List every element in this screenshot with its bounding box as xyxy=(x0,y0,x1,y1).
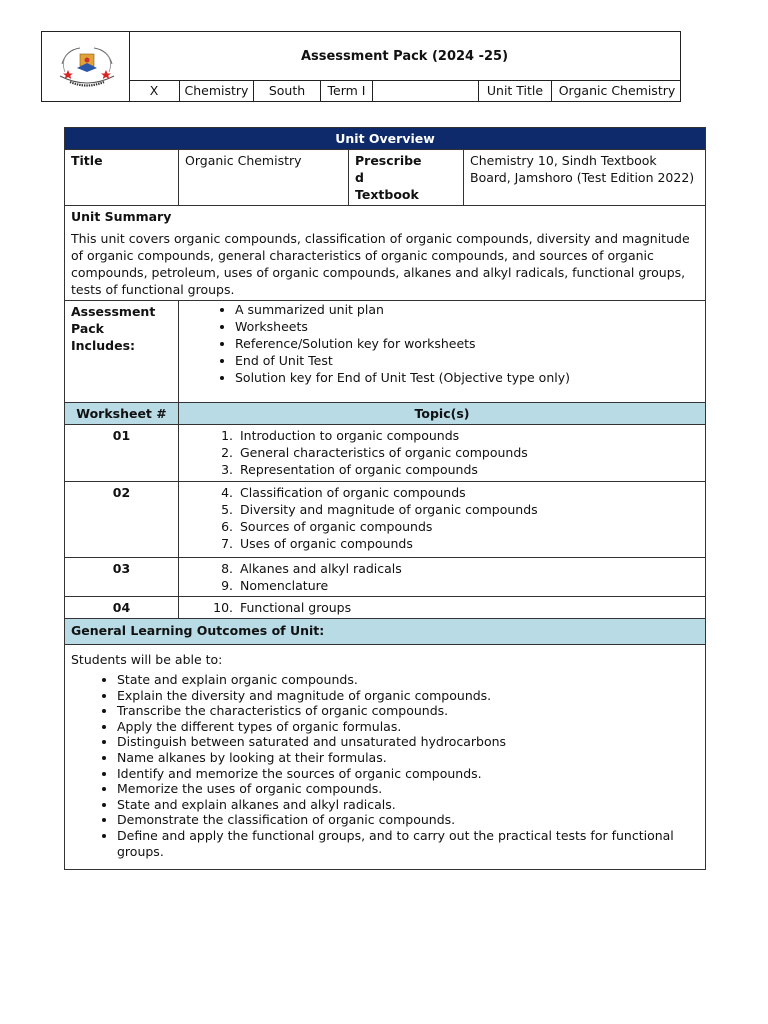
school-logo-icon xyxy=(56,42,118,92)
subject-cell: Chemistry xyxy=(179,80,253,101)
pack-includes-label-line2: Pack xyxy=(71,321,104,336)
pack-include-item: • Worksheets xyxy=(235,318,699,335)
learning-outcome-item: • State and explain alkanes and alkyl radicals. xyxy=(117,797,699,813)
learning-outcome-item: • Distinguish between saturated and unsaturated hydrocarbons xyxy=(117,734,699,750)
title-value: Organic Chemistry xyxy=(179,150,349,206)
topic-item: 7. Uses of organic compounds xyxy=(237,535,699,552)
topic-item: 4. Classification of organic compounds xyxy=(237,484,699,501)
worksheet-topics xyxy=(179,597,706,619)
document-title: Assessment Pack (2024 -25) xyxy=(129,32,680,81)
pack-includes-label-line1: Assessment xyxy=(71,304,156,319)
textbook-label-line1: Prescribe xyxy=(355,153,422,168)
learning-outcome-item: • Explain the diversity and magnitude of organic compounds. xyxy=(117,688,699,704)
worksheet-id: 02 xyxy=(65,482,179,558)
worksheet-topics xyxy=(179,558,706,597)
topic-list xyxy=(185,599,699,616)
topic-item: 1. Introduction to organic compounds xyxy=(237,427,699,444)
term-cell: Term I xyxy=(320,80,372,101)
topics-column-header: Topic(s) xyxy=(179,403,706,425)
topic-list xyxy=(185,484,699,552)
worksheet-column-header: Worksheet # xyxy=(65,403,179,425)
textbook-value: Chemistry 10, Sindh Textbook Board, Jamshoro (Test Edition 2022) xyxy=(464,150,706,206)
pack-includes-label xyxy=(65,301,179,403)
textbook-label-line3: Textbook xyxy=(355,187,419,202)
learning-outcome-item: • Demonstrate the classification of organic compounds. xyxy=(117,812,699,828)
pack-includes-list-cell xyxy=(179,301,706,403)
topic-item: 8. Alkanes and alkyl radicals xyxy=(237,560,699,577)
learning-outcome-item: • Apply the different types of organic formulas. xyxy=(117,719,699,735)
pack-includes-label-line3: Includes: xyxy=(71,338,136,353)
unit-title-label: Unit Title xyxy=(478,80,551,101)
topic-item: 6. Sources of organic compounds xyxy=(237,518,699,535)
title-label: Title xyxy=(65,150,179,206)
unit-summary-label: Unit Summary xyxy=(71,209,172,224)
unit-overview-heading: Unit Overview xyxy=(65,128,706,150)
learning-outcome-item: • Name alkanes by looking at their formulas. xyxy=(117,750,699,766)
learning-outcome-item: • Identify and memorize the sources of organic compounds. xyxy=(117,766,699,782)
topic-item: 9. Nomenclature xyxy=(237,577,699,594)
learning-outcome-item: • Memorize the uses of organic compounds. xyxy=(117,781,699,797)
topic-item: 3. Representation of organic compounds xyxy=(237,461,699,478)
learning-outcomes-heading: General Learning Outcomes of Unit: xyxy=(65,619,706,645)
pack-include-item: • Reference/Solution key for worksheets xyxy=(235,335,699,352)
logo-cell xyxy=(42,32,130,101)
topic-list xyxy=(185,427,699,478)
textbook-label-line2: d xyxy=(355,170,364,185)
topic-item: 10. Functional groups xyxy=(237,599,699,616)
worksheet-id: 04 xyxy=(65,597,179,619)
pack-includes-list xyxy=(185,301,699,386)
worksheet-topics xyxy=(179,482,706,558)
topic-item: 2. General characteristics of organic compounds xyxy=(237,444,699,461)
empty-cell xyxy=(372,80,478,101)
worksheet-id: 01 xyxy=(65,425,179,482)
learning-outcome-item: • Define and apply the functional groups, and to carry out the practical tests for functional groups. xyxy=(117,828,699,859)
unit-summary-text: This unit covers organic compounds, classification of organic compounds, diversity and magnitude of organic compounds, general characteristics of organic compounds, and sources of organic compounds, petroleum, uses of organic compounds, alkanes and alkyl radicals, functional groups, tests of functional groups. xyxy=(71,231,690,297)
topic-item: 5. Diversity and magnitude of organic compounds xyxy=(237,501,699,518)
region-cell: South xyxy=(253,80,320,101)
document-header xyxy=(41,31,681,102)
pack-include-item: • A summarized unit plan xyxy=(235,301,699,318)
worksheet-id: 03 xyxy=(65,558,179,597)
unit-summary-cell xyxy=(65,206,706,301)
textbook-label xyxy=(349,150,464,206)
learning-outcomes-intro: Students will be able to: xyxy=(71,652,223,667)
pack-include-item: • Solution key for End of Unit Test (Objective type only) xyxy=(235,369,699,386)
worksheet-topics xyxy=(179,425,706,482)
learning-outcome-item: • State and explain organic compounds. xyxy=(117,672,699,688)
topic-list xyxy=(185,560,699,594)
learning-outcome-item: • Transcribe the characteristics of organic compounds. xyxy=(117,703,699,719)
unit-overview-table xyxy=(64,127,706,870)
pack-include-item: • End of Unit Test xyxy=(235,352,699,369)
learning-outcomes-list xyxy=(71,672,699,859)
grade-cell: X xyxy=(149,83,159,98)
learning-outcomes-cell xyxy=(65,645,706,870)
header-info-row xyxy=(129,80,680,101)
unit-title-value: Organic Chemistry xyxy=(551,80,682,101)
